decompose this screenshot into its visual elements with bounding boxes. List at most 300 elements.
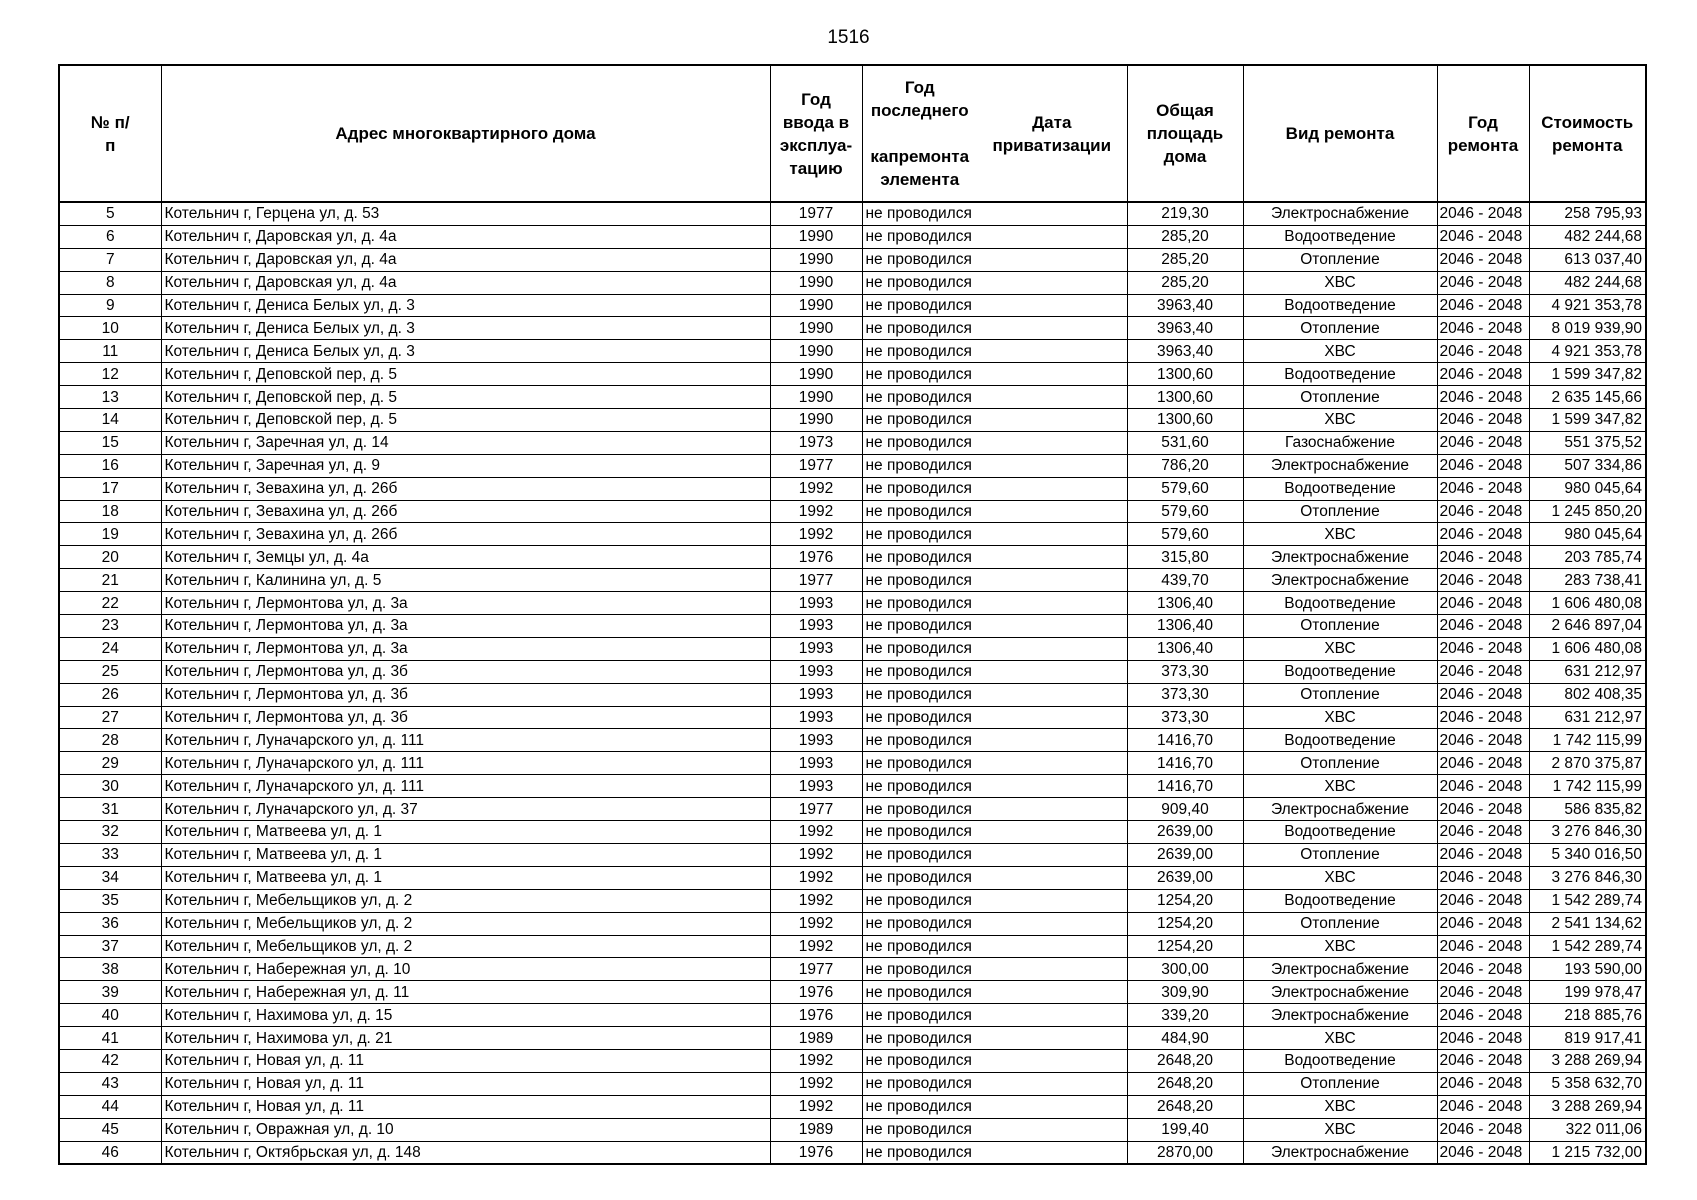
cell-repair-type: Электроснабжение [1243, 981, 1437, 1004]
cell-repair-year: 2046 - 2048 [1437, 317, 1529, 340]
cell-last-repair: не проводился [862, 1004, 977, 1027]
table-row [59, 1049, 1646, 1072]
cell-year-built: 1992 [770, 866, 862, 889]
cell-repair-type: Отопление [1243, 683, 1437, 706]
cell-repair-type: ХВС [1243, 271, 1437, 294]
cell-num: 22 [59, 592, 161, 615]
cell-num: 9 [59, 294, 161, 317]
cell-privatization [977, 363, 1127, 386]
table-row [59, 729, 1646, 752]
cell-privatization [977, 225, 1127, 248]
cell-area: 285,20 [1127, 271, 1243, 294]
cell-last-repair: не проводился [862, 340, 977, 363]
cell-area: 1254,20 [1127, 912, 1243, 935]
cell-address: Котельнич г, Герцена ул, д. 53 [161, 202, 770, 225]
table-row [59, 775, 1646, 798]
cell-repair-type: Водоотведение [1243, 225, 1437, 248]
cell-repair-year: 2046 - 2048 [1437, 637, 1529, 660]
table-row [59, 340, 1646, 363]
cell-repair-year: 2046 - 2048 [1437, 340, 1529, 363]
cell-repair-type: Водоотведение [1243, 660, 1437, 683]
cell-last-repair: не проводился [862, 775, 977, 798]
cell-num: 12 [59, 363, 161, 386]
header-row [59, 65, 1646, 202]
cell-year-built: 1993 [770, 706, 862, 729]
table-row [59, 706, 1646, 729]
cell-privatization [977, 1118, 1127, 1141]
cell-year-built: 1973 [770, 431, 862, 454]
cell-privatization [977, 202, 1127, 225]
cell-repair-year: 2046 - 2048 [1437, 729, 1529, 752]
cell-year-built: 1992 [770, 500, 862, 523]
cell-address: Котельнич г, Лермонтова ул, д. 3б [161, 660, 770, 683]
cell-last-repair: не проводился [862, 821, 977, 844]
cell-repair-type: Отопление [1243, 317, 1437, 340]
cell-repair-year: 2046 - 2048 [1437, 889, 1529, 912]
cell-cost: 1 215 732,00 [1529, 1141, 1646, 1164]
table-row [59, 431, 1646, 454]
cell-year-built: 1992 [770, 1072, 862, 1095]
cell-area: 3963,40 [1127, 294, 1243, 317]
table-row [59, 660, 1646, 683]
cell-year-built: 1989 [770, 1027, 862, 1050]
cell-privatization [977, 935, 1127, 958]
cell-address: Котельнич г, Зевахина ул, д. 26б [161, 500, 770, 523]
cell-address: Котельнич г, Деповской пер, д. 5 [161, 363, 770, 386]
cell-repair-type: ХВС [1243, 1095, 1437, 1118]
cell-area: 285,20 [1127, 248, 1243, 271]
cell-privatization [977, 1141, 1127, 1164]
header-num: № п/п [59, 65, 161, 202]
cell-last-repair: не проводился [862, 271, 977, 294]
cell-area: 1416,70 [1127, 752, 1243, 775]
cell-repair-year: 2046 - 2048 [1437, 363, 1529, 386]
cell-area: 2639,00 [1127, 866, 1243, 889]
cell-last-repair: не проводился [862, 409, 977, 432]
cell-address: Котельнич г, Калинина ул, д. 5 [161, 569, 770, 592]
cell-privatization [977, 821, 1127, 844]
cell-cost: 613 037,40 [1529, 248, 1646, 271]
cell-privatization [977, 431, 1127, 454]
header-address: Адрес многоквартирного дома [161, 65, 770, 202]
cell-repair-year: 2046 - 2048 [1437, 294, 1529, 317]
table-row [59, 409, 1646, 432]
cell-repair-type: Отопление [1243, 912, 1437, 935]
cell-area: 309,90 [1127, 981, 1243, 1004]
cell-address: Котельнич г, Даровская ул, д. 4а [161, 271, 770, 294]
cell-last-repair: не проводился [862, 294, 977, 317]
cell-cost: 1 742 115,99 [1529, 729, 1646, 752]
cell-address: Котельнич г, Лермонтова ул, д. 3б [161, 683, 770, 706]
cell-area: 2870,00 [1127, 1141, 1243, 1164]
cell-privatization [977, 271, 1127, 294]
cell-address: Котельнич г, Мебельщиков ул, д. 2 [161, 889, 770, 912]
cell-repair-year: 2046 - 2048 [1437, 546, 1529, 569]
cell-last-repair: не проводился [862, 500, 977, 523]
cell-cost: 1 606 480,08 [1529, 637, 1646, 660]
cell-repair-year: 2046 - 2048 [1437, 775, 1529, 798]
cell-address: Котельнич г, Матвеева ул, д. 1 [161, 866, 770, 889]
cell-repair-year: 2046 - 2048 [1437, 1095, 1529, 1118]
table-row [59, 935, 1646, 958]
cell-num: 44 [59, 1095, 161, 1118]
cell-area: 1300,60 [1127, 363, 1243, 386]
table-row [59, 615, 1646, 638]
cell-repair-type: Отопление [1243, 248, 1437, 271]
cell-address: Котельнич г, Набережная ул, д. 11 [161, 981, 770, 1004]
cell-last-repair: не проводился [862, 706, 977, 729]
cell-address: Котельнич г, Даровская ул, д. 4а [161, 225, 770, 248]
cell-cost: 551 375,52 [1529, 431, 1646, 454]
cell-cost: 193 590,00 [1529, 958, 1646, 981]
cell-repair-type: Электроснабжение [1243, 1004, 1437, 1027]
cell-repair-type: Электроснабжение [1243, 958, 1437, 981]
cell-privatization [977, 615, 1127, 638]
cell-cost: 980 045,64 [1529, 523, 1646, 546]
cell-privatization [977, 798, 1127, 821]
cell-area: 2639,00 [1127, 843, 1243, 866]
header-repair-type: Вид ремонта [1243, 65, 1437, 202]
cell-num: 16 [59, 454, 161, 477]
cell-cost: 203 785,74 [1529, 546, 1646, 569]
cell-repair-type: Электроснабжение [1243, 546, 1437, 569]
cell-year-built: 1990 [770, 363, 862, 386]
cell-num: 8 [59, 271, 161, 294]
cell-last-repair: не проводился [862, 637, 977, 660]
cell-address: Котельнич г, Лермонтова ул, д. 3а [161, 637, 770, 660]
table-row [59, 477, 1646, 500]
cell-privatization [977, 981, 1127, 1004]
cell-last-repair: не проводился [862, 981, 977, 1004]
cell-address: Котельнич г, Новая ул, д. 11 [161, 1095, 770, 1118]
cell-repair-type: Отопление [1243, 500, 1437, 523]
cell-repair-year: 2046 - 2048 [1437, 1072, 1529, 1095]
cell-repair-type: Водоотведение [1243, 477, 1437, 500]
cell-address: Котельнич г, Земцы ул, д. 4а [161, 546, 770, 569]
cell-year-built: 1992 [770, 889, 862, 912]
cell-repair-year: 2046 - 2048 [1437, 1004, 1529, 1027]
cell-area: 1306,40 [1127, 615, 1243, 638]
cell-area: 1416,70 [1127, 729, 1243, 752]
table-row [59, 363, 1646, 386]
cell-area: 439,70 [1127, 569, 1243, 592]
cell-address: Котельнич г, Деповской пер, д. 5 [161, 409, 770, 432]
cell-repair-type: Электроснабжение [1243, 454, 1437, 477]
cell-cost: 482 244,68 [1529, 225, 1646, 248]
cell-cost: 3 288 269,94 [1529, 1095, 1646, 1118]
cell-privatization [977, 454, 1127, 477]
table-row [59, 202, 1646, 225]
cell-last-repair: не проводился [862, 729, 977, 752]
cell-area: 315,80 [1127, 546, 1243, 569]
cell-year-built: 1990 [770, 248, 862, 271]
cell-repair-type: Водоотведение [1243, 294, 1437, 317]
cell-repair-year: 2046 - 2048 [1437, 1141, 1529, 1164]
cell-address: Котельнич г, Луначарского ул, д. 111 [161, 775, 770, 798]
cell-privatization [977, 1095, 1127, 1118]
cell-area: 1416,70 [1127, 775, 1243, 798]
cell-repair-type: Отопление [1243, 843, 1437, 866]
cell-repair-type: ХВС [1243, 523, 1437, 546]
cell-cost: 2 870 375,87 [1529, 752, 1646, 775]
cell-cost: 1 542 289,74 [1529, 935, 1646, 958]
cell-address: Котельнич г, Лермонтова ул, д. 3б [161, 706, 770, 729]
cell-repair-year: 2046 - 2048 [1437, 1049, 1529, 1072]
table-row [59, 592, 1646, 615]
cell-repair-year: 2046 - 2048 [1437, 500, 1529, 523]
cell-year-built: 1993 [770, 660, 862, 683]
cell-year-built: 1992 [770, 1049, 862, 1072]
cell-cost: 2 541 134,62 [1529, 912, 1646, 935]
cell-cost: 4 921 353,78 [1529, 294, 1646, 317]
table-row [59, 271, 1646, 294]
table-row [59, 821, 1646, 844]
cell-num: 17 [59, 477, 161, 500]
cell-area: 373,30 [1127, 706, 1243, 729]
cell-area: 199,40 [1127, 1118, 1243, 1141]
cell-repair-year: 2046 - 2048 [1437, 683, 1529, 706]
cell-last-repair: не проводился [862, 1027, 977, 1050]
cell-num: 27 [59, 706, 161, 729]
cell-repair-type: Водоотведение [1243, 889, 1437, 912]
cell-area: 909,40 [1127, 798, 1243, 821]
cell-year-built: 1992 [770, 912, 862, 935]
cell-repair-type: ХВС [1243, 706, 1437, 729]
cell-address: Котельнич г, Матвеева ул, д. 1 [161, 821, 770, 844]
cell-area: 2648,20 [1127, 1049, 1243, 1072]
cell-last-repair: не проводился [862, 1095, 977, 1118]
cell-privatization [977, 843, 1127, 866]
cell-repair-year: 2046 - 2048 [1437, 592, 1529, 615]
cell-cost: 283 738,41 [1529, 569, 1646, 592]
cell-year-built: 1992 [770, 1095, 862, 1118]
cell-cost: 507 334,86 [1529, 454, 1646, 477]
cell-privatization [977, 1027, 1127, 1050]
table-row [59, 866, 1646, 889]
cell-last-repair: не проводился [862, 935, 977, 958]
cell-area: 786,20 [1127, 454, 1243, 477]
cell-privatization [977, 500, 1127, 523]
cell-repair-year: 2046 - 2048 [1437, 523, 1529, 546]
cell-year-built: 1976 [770, 546, 862, 569]
cell-privatization [977, 912, 1127, 935]
cell-num: 10 [59, 317, 161, 340]
table-row [59, 1118, 1646, 1141]
cell-last-repair: не проводился [862, 523, 977, 546]
cell-last-repair: не проводился [862, 317, 977, 340]
cell-cost: 218 885,76 [1529, 1004, 1646, 1027]
cell-area: 285,20 [1127, 225, 1243, 248]
cell-address: Котельнич г, Дениса Белых ул, д. 3 [161, 317, 770, 340]
cell-repair-year: 2046 - 2048 [1437, 454, 1529, 477]
cell-address: Котельнич г, Зевахина ул, д. 26б [161, 523, 770, 546]
table-row [59, 798, 1646, 821]
cell-num: 41 [59, 1027, 161, 1050]
table-row [59, 683, 1646, 706]
cell-area: 1254,20 [1127, 935, 1243, 958]
cell-num: 23 [59, 615, 161, 638]
cell-year-built: 1990 [770, 294, 862, 317]
cell-privatization [977, 592, 1127, 615]
cell-repair-year: 2046 - 2048 [1437, 752, 1529, 775]
table-row [59, 317, 1646, 340]
cell-year-built: 1993 [770, 592, 862, 615]
cell-cost: 199 978,47 [1529, 981, 1646, 1004]
table-row [59, 386, 1646, 409]
cell-last-repair: не проводился [862, 1118, 977, 1141]
cell-repair-type: Водоотведение [1243, 821, 1437, 844]
cell-num: 20 [59, 546, 161, 569]
cell-num: 11 [59, 340, 161, 363]
cell-num: 38 [59, 958, 161, 981]
table-row [59, 1141, 1646, 1164]
cell-privatization [977, 477, 1127, 500]
cell-num: 34 [59, 866, 161, 889]
cell-num: 6 [59, 225, 161, 248]
cell-year-built: 1977 [770, 798, 862, 821]
cell-cost: 2 646 897,04 [1529, 615, 1646, 638]
cell-cost: 3 276 846,30 [1529, 866, 1646, 889]
cell-repair-year: 2046 - 2048 [1437, 866, 1529, 889]
cell-repair-year: 2046 - 2048 [1437, 248, 1529, 271]
cell-privatization [977, 294, 1127, 317]
cell-num: 21 [59, 569, 161, 592]
cell-privatization [977, 248, 1127, 271]
cell-repair-year: 2046 - 2048 [1437, 615, 1529, 638]
cell-area: 3963,40 [1127, 317, 1243, 340]
cell-privatization [977, 775, 1127, 798]
cell-cost: 482 244,68 [1529, 271, 1646, 294]
cell-num: 32 [59, 821, 161, 844]
cell-year-built: 1992 [770, 843, 862, 866]
cell-address: Котельнич г, Набережная ул, д. 10 [161, 958, 770, 981]
table-row [59, 752, 1646, 775]
cell-num: 46 [59, 1141, 161, 1164]
cell-last-repair: не проводился [862, 1049, 977, 1072]
cell-year-built: 1977 [770, 202, 862, 225]
cell-area: 219,30 [1127, 202, 1243, 225]
cell-last-repair: не проводился [862, 660, 977, 683]
cell-cost: 586 835,82 [1529, 798, 1646, 821]
cell-repair-year: 2046 - 2048 [1437, 843, 1529, 866]
cell-repair-year: 2046 - 2048 [1437, 431, 1529, 454]
cell-repair-year: 2046 - 2048 [1437, 1027, 1529, 1050]
cell-privatization [977, 683, 1127, 706]
cell-num: 5 [59, 202, 161, 225]
cell-repair-type: Электроснабжение [1243, 798, 1437, 821]
cell-num: 43 [59, 1072, 161, 1095]
cell-area: 579,60 [1127, 477, 1243, 500]
cell-year-built: 1993 [770, 752, 862, 775]
cell-address: Котельнич г, Зевахина ул, д. 26б [161, 477, 770, 500]
table-row [59, 912, 1646, 935]
header-cost: Стоимость ремонта [1529, 65, 1646, 202]
cell-address: Котельнич г, Дениса Белых ул, д. 3 [161, 294, 770, 317]
cell-privatization [977, 1072, 1127, 1095]
cell-repair-year: 2046 - 2048 [1437, 935, 1529, 958]
cell-area: 3963,40 [1127, 340, 1243, 363]
cell-repair-year: 2046 - 2048 [1437, 569, 1529, 592]
cell-repair-year: 2046 - 2048 [1437, 912, 1529, 935]
table-row [59, 500, 1646, 523]
cell-repair-year: 2046 - 2048 [1437, 821, 1529, 844]
cell-num: 19 [59, 523, 161, 546]
cell-repair-year: 2046 - 2048 [1437, 477, 1529, 500]
cell-last-repair: не проводился [862, 454, 977, 477]
cell-cost: 802 408,35 [1529, 683, 1646, 706]
header-year-built: Год ввода в эксплуа-тацию [770, 65, 862, 202]
cell-repair-year: 2046 - 2048 [1437, 981, 1529, 1004]
cell-num: 28 [59, 729, 161, 752]
cell-cost: 4 921 353,78 [1529, 340, 1646, 363]
cell-num: 18 [59, 500, 161, 523]
cell-repair-year: 2046 - 2048 [1437, 706, 1529, 729]
cell-cost: 322 011,06 [1529, 1118, 1646, 1141]
cell-year-built: 1990 [770, 386, 862, 409]
cell-num: 25 [59, 660, 161, 683]
cell-last-repair: не проводился [862, 683, 977, 706]
cell-num: 7 [59, 248, 161, 271]
cell-address: Котельнич г, Октябрьская ул, д. 148 [161, 1141, 770, 1164]
cell-last-repair: не проводился [862, 866, 977, 889]
cell-repair-type: ХВС [1243, 409, 1437, 432]
cell-last-repair: не проводился [862, 912, 977, 935]
cell-repair-type: ХВС [1243, 775, 1437, 798]
cell-last-repair: не проводился [862, 798, 977, 821]
cell-area: 1254,20 [1127, 889, 1243, 912]
cell-repair-type: Отопление [1243, 386, 1437, 409]
cell-repair-year: 2046 - 2048 [1437, 409, 1529, 432]
cell-repair-year: 2046 - 2048 [1437, 386, 1529, 409]
cell-year-built: 1992 [770, 821, 862, 844]
cell-num: 31 [59, 798, 161, 821]
table-row [59, 1027, 1646, 1050]
cell-privatization [977, 340, 1127, 363]
cell-address: Котельнич г, Матвеева ул, д. 1 [161, 843, 770, 866]
cell-repair-type: Водоотведение [1243, 1049, 1437, 1072]
cell-num: 35 [59, 889, 161, 912]
cell-repair-year: 2046 - 2048 [1437, 798, 1529, 821]
cell-repair-year: 2046 - 2048 [1437, 958, 1529, 981]
cell-year-built: 1990 [770, 409, 862, 432]
cell-address: Котельнич г, Овражная ул, д. 10 [161, 1118, 770, 1141]
cell-repair-year: 2046 - 2048 [1437, 1118, 1529, 1141]
cell-privatization [977, 317, 1127, 340]
cell-year-built: 1976 [770, 1004, 862, 1027]
cell-cost: 3 276 846,30 [1529, 821, 1646, 844]
cell-last-repair: не проводился [862, 248, 977, 271]
table-row [59, 889, 1646, 912]
cell-repair-type: ХВС [1243, 866, 1437, 889]
header-privatization: Дата приватизации [977, 65, 1127, 202]
cell-last-repair: не проводился [862, 889, 977, 912]
cell-repair-type: Отопление [1243, 752, 1437, 775]
table-row [59, 637, 1646, 660]
cell-privatization [977, 706, 1127, 729]
cell-area: 300,00 [1127, 958, 1243, 981]
cell-repair-type: Водоотведение [1243, 729, 1437, 752]
cell-year-built: 1993 [770, 729, 862, 752]
cell-last-repair: не проводился [862, 569, 977, 592]
cell-repair-type: Электроснабжение [1243, 202, 1437, 225]
cell-repair-year: 2046 - 2048 [1437, 660, 1529, 683]
cell-area: 1306,40 [1127, 637, 1243, 660]
cell-year-built: 1977 [770, 454, 862, 477]
cell-privatization [977, 386, 1127, 409]
cell-year-built: 1993 [770, 683, 862, 706]
cell-privatization [977, 729, 1127, 752]
cell-address: Котельнич г, Мебельщиков ул, д. 2 [161, 935, 770, 958]
